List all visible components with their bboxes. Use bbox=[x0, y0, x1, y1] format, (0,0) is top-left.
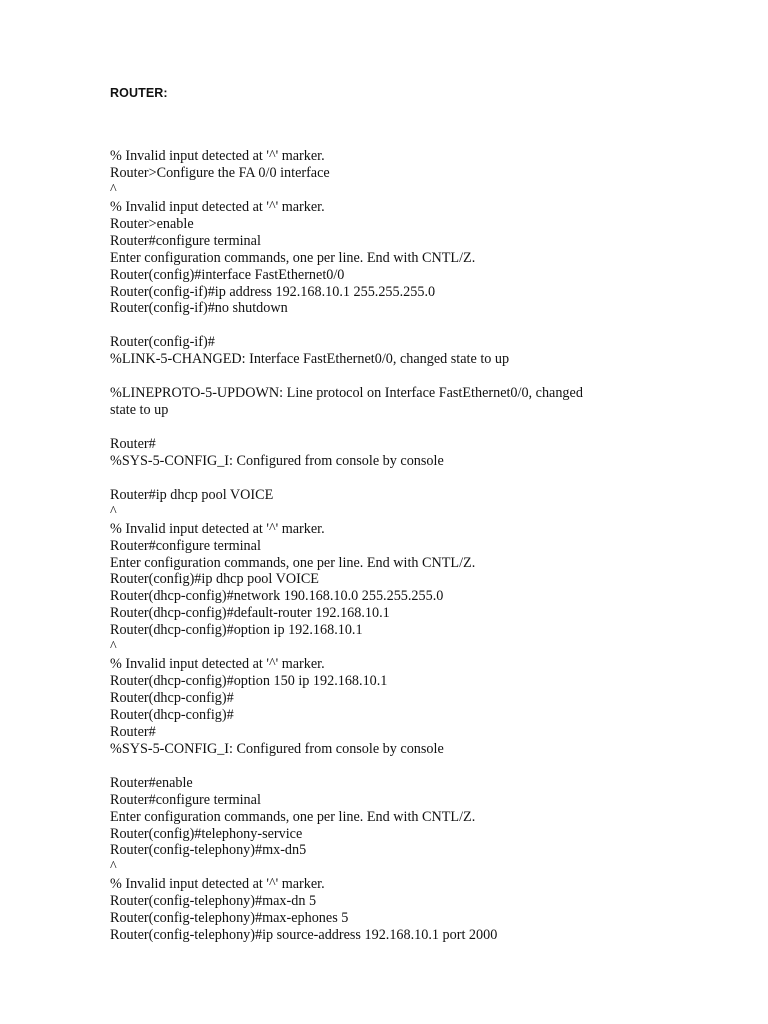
transcript-line: Router(config-telephony)#mx-dn5 bbox=[110, 842, 307, 859]
transcript-line: % Invalid input detected at '^' marker. bbox=[110, 520, 325, 537]
transcript-line: %SYS-5-CONFIG_I: Configured from console by console bbox=[110, 740, 444, 757]
transcript-line: Router(dhcp-config)#option ip 192.168.10.1 bbox=[110, 622, 363, 639]
transcript-line: Router(config)#interface FastEthernet0/0 bbox=[110, 266, 345, 283]
transcript-line: % Invalid input detected at '^' marker. bbox=[110, 148, 325, 164]
transcript-line: Router(config-if)#no shutdown bbox=[110, 300, 288, 317]
transcript-line: Router(config)#telephony-service bbox=[110, 825, 303, 842]
transcript-line: Router(config-telephony)#ip source-address 192.168.10.1 port 2000 bbox=[110, 927, 498, 944]
transcript-line: % Invalid input detected at '^' marker. bbox=[110, 198, 325, 215]
transcript-line: Router(config-telephony)#max-dn 5 bbox=[110, 893, 317, 910]
transcript-line: ^ bbox=[110, 639, 117, 656]
transcript-line: Router#ip dhcp pool VOICE bbox=[110, 486, 274, 503]
transcript-line: Router(dhcp-config)#option 150 ip 192.168.10.1 bbox=[110, 673, 388, 690]
transcript-line: Router#configure terminal bbox=[110, 232, 261, 249]
transcript-line: Enter configuration commands, one per line. End with CNTL/Z. bbox=[110, 808, 476, 825]
transcript-line: Router(config-telephony)#max-ephones 5 bbox=[110, 910, 349, 927]
transcript-line: Router(dhcp-config)#default-router 192.168.10.1 bbox=[110, 605, 390, 622]
transcript-line: % Invalid input detected at '^' marker. bbox=[110, 876, 325, 893]
transcript-line: % Invalid input detected at '^' marker. bbox=[110, 656, 325, 673]
transcript-line: Router# bbox=[110, 435, 156, 452]
transcript-line: Router(dhcp-config)# bbox=[110, 706, 234, 723]
console-transcript bbox=[110, 148, 710, 944]
transcript-line: Router>Configure the FA 0/0 interface bbox=[110, 164, 330, 181]
blank-line bbox=[110, 419, 710, 436]
transcript-line: ^ bbox=[110, 859, 117, 876]
transcript-line: ^ bbox=[110, 503, 117, 520]
transcript-line: Enter configuration commands, one per line. End with CNTL/Z. bbox=[110, 249, 476, 266]
transcript-line: Router(config-if)#ip address 192.168.10.1 255.255.255.0 bbox=[110, 283, 436, 300]
transcript-line: Router(config-if)# bbox=[110, 334, 215, 351]
blank-line bbox=[110, 368, 710, 385]
transcript-line: Router(config)#ip dhcp pool VOICE bbox=[110, 571, 319, 588]
transcript-line: Router(dhcp-config)# bbox=[110, 690, 234, 706]
transcript-line: ^ bbox=[110, 181, 117, 198]
transcript-line: %SYS-5-CONFIG_I: Configured from console by console bbox=[110, 452, 444, 469]
transcript-line: %LINEPROTO-5-UPDOWN: Line protocol on Interface FastEthernet0/0, changed bbox=[110, 385, 583, 402]
transcript-line: Enter configuration commands, one per line. End with CNTL/Z. bbox=[110, 554, 476, 571]
transcript-line: Router(dhcp-config)#network 190.168.10.0 255.255.255.0 bbox=[110, 588, 444, 605]
blank-line bbox=[110, 470, 710, 487]
blank-line bbox=[110, 317, 710, 334]
transcript-line: Router# bbox=[110, 723, 156, 740]
transcript-line: state to up bbox=[110, 402, 169, 419]
transcript-line: Router>enable bbox=[110, 215, 194, 232]
transcript-line: Router#configure terminal bbox=[110, 537, 261, 554]
blank-line bbox=[110, 758, 710, 775]
transcript-line: Router#configure terminal bbox=[110, 791, 261, 808]
transcript-line: Router#enable bbox=[110, 774, 193, 791]
page-heading: ROUTER: bbox=[110, 86, 168, 100]
transcript-line: %LINK-5-CHANGED: Interface FastEthernet0/0, changed state to up bbox=[110, 351, 510, 368]
